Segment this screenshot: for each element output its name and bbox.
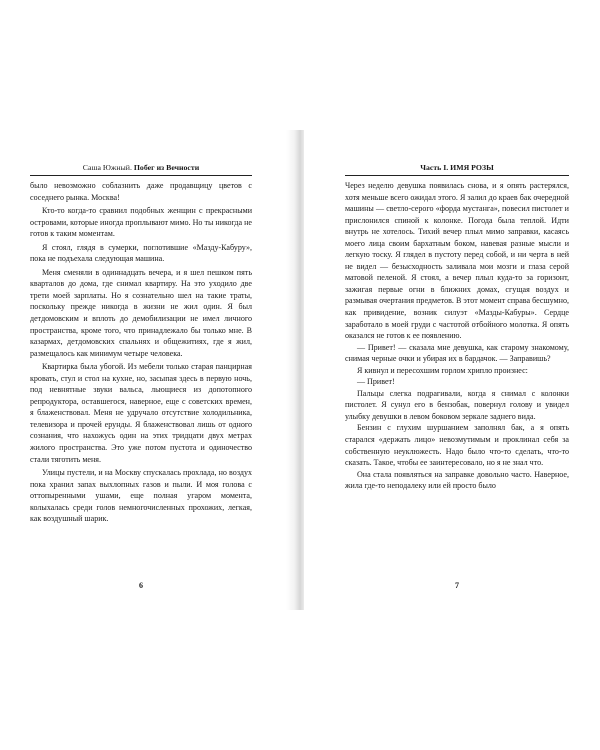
header-title: ИМЯ РОЗЫ	[450, 163, 494, 172]
header-title: Побег из Вечности	[133, 163, 200, 172]
paragraph: Я стоял, глядя в сумерки, поглотившие «Мазду-Кабуру», пока не подъехала следующая машина.	[30, 242, 252, 264]
paragraph: Кто-то когда-то сравнил подобных женщин с прекрасными островами, которые иногда проплывают мимо. Но ты никогда не готов к таким моментам.	[30, 206, 252, 239]
paragraph: — Привет!	[357, 377, 395, 387]
paragraph: было невозможно соблазнить даже продавщицу цветов с соседнего рынка. Москва!	[30, 181, 252, 202]
paragraph: Квартирка была убогой. Из мебели только старая панцирная кровать, стул и стол на кухне, но, засыпая здесь в первую ночь, под невнятные звуки вальса, льющиеся из допотопного репродуктора, оставшегося, наверное, еще с советских времен, я блаженствовал. Меня не удручало отсутствие холодильника, телевизора и прочей ерунды. Я блаженствовал лишь от одного сознания, что нахожусь один на этих тридцати двух метрах жилого пространства. Это уже потом пустота и одиночество стали тяготить меня.	[30, 362, 252, 464]
paragraph: Улицы пустели, и на Москву спускалась прохлада, но воздух пока хранил запах выхлопных газов и пыли. И моя голова с оттопыренными ушами, еще полная угаром момента, колыхалась среди голов немногочисленных прохожих, легкая, как воздушный шарик.	[30, 468, 252, 524]
page-number: 6	[139, 581, 143, 590]
paragraph: Я кивнул и пересохшим горлом хрипло произнес:	[357, 365, 528, 375]
paragraph: — Привет! — сказала мне девушка, как старому знакомому, снимая черные очки и убирая их в бардачок. — Заправишь?	[345, 342, 569, 364]
left-page	[0, 130, 296, 610]
page-text	[30, 180, 252, 525]
header-author: Саша Южный.	[82, 163, 132, 172]
running-header	[345, 163, 569, 176]
running-header	[30, 163, 252, 176]
paragraph: Она стала появляться на заправке довольно часто. Наверное, жила где-то неподалеку или ей просто было	[345, 469, 569, 491]
paragraph: Бензин с глухим шуршанием заполнял бак, а я опять старался «держать лицо» невозмутимым и проклинал себя за собственную неуклюжесть. Надо было что-то сделать, что-то сказать. Такое, чтобы ее заинтересовало, но я не знал что.	[345, 423, 569, 468]
page-text	[345, 180, 569, 492]
paragraph: Через неделю девушка появилась снова, и я опять растерялся, хотя меньше всего ожидал этого. Я залил до краев бак очередной машины — светло-серого «форда мустанга», повесил пистолет и прислонился спиной к колонке. Погода была теплой. Идти внутрь не хотелось. Тихий вечер плыл мимо заправки, касаясь моего лица своим бархатным боком, навевая разные мысли и легкую тоску. Я глядел в пустоту перед собой, и ни черта в ней не видел — безысходность заливала мои мозги и глаза серой матовой пеленой. Я стоял, а вечер плыл куда-то за горизонт, зажигая первые огни в ближних домах, сгущая воздух и размывая очертания предметов. В этот момент справа бесшумно, как привидение, возник силуэт «Мазды-Кабуры». Сердце заработало в моей груди с частотой отбойного молотка. Я опять оказался не готов к ее появлению.	[345, 181, 569, 341]
paragraph: Пальцы слегка подрагивали, когда я снимал с колонки пистолет. Я сунул его в бензобак, повернул голову и увидел улыбку девушки в левом боковом зеркале заднего вида.	[345, 388, 569, 421]
paragraph: Меня сменяли в одиннадцать вечера, и я шел пешком пять кварталов до дома, где снимал квартиру. На это уходило две трети моей зарплаты. Но я сознательно шел на такие траты, поскольку прежде никогда в жизни не жил один. Я был детдомовским и вплоть до демобилизации не имел личного пространства, кроме того, что принадлежало бы только мне. В казармах, детдомовских спальнях и общежитиях, где я жил, размещалось как минимум четыре человека.	[30, 267, 252, 358]
page-number: 7	[455, 581, 459, 590]
header-part: Часть I.	[420, 163, 449, 172]
book-spread	[0, 130, 600, 610]
right-page	[304, 130, 600, 610]
